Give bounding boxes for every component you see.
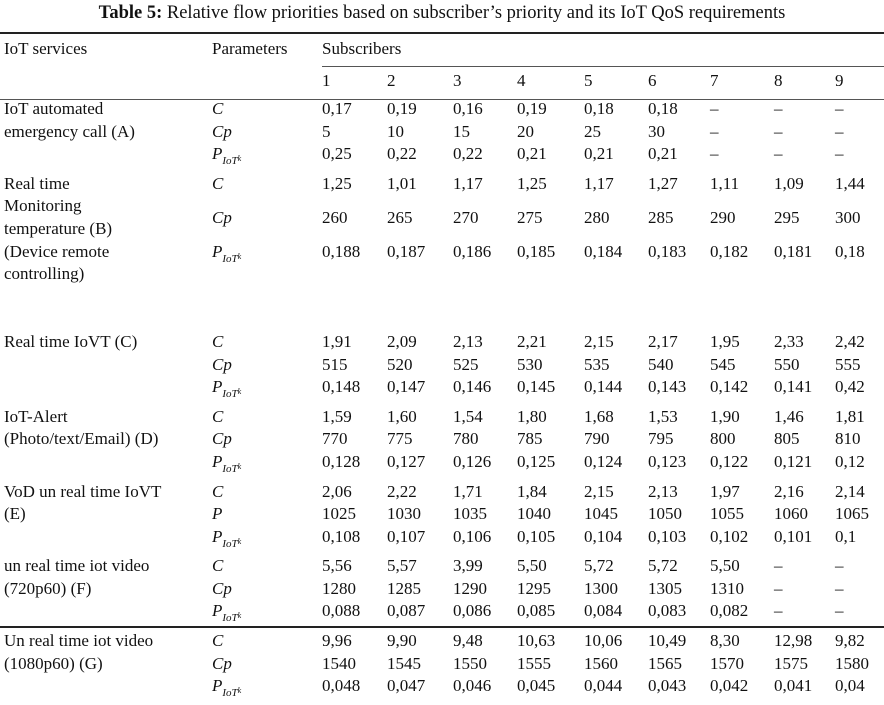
service-name-line: emergency call (A) — [4, 121, 135, 141]
subscriber-number: 5 — [584, 71, 593, 90]
subscriber-number: 8 — [774, 71, 783, 90]
header-subscribers: Subscribers — [322, 39, 402, 58]
value-cell: 0,19 — [387, 99, 417, 118]
subscriber-number: 6 — [648, 71, 657, 90]
value-cell: 0,045 — [517, 676, 556, 696]
value-cell: 0,085 — [517, 601, 556, 621]
service-name-line: (1080p60) (G) — [4, 653, 103, 673]
value-cell: 0,043 — [648, 676, 687, 696]
service-name-line: Real time IoVT (C) — [4, 331, 138, 351]
value-cell: 1310 — [710, 578, 744, 598]
value-cell: 0,187 — [387, 242, 426, 262]
service-name-line: (Device remote — [4, 241, 110, 261]
table-caption — [0, 0, 884, 26]
value-cell: 290 — [710, 207, 736, 227]
value-cell: 2,42 — [835, 331, 865, 351]
value-cell: 805 — [774, 429, 800, 449]
table-row — [0, 481, 884, 504]
value-cell: 1030 — [387, 504, 421, 524]
value-cell: 1575 — [774, 653, 808, 673]
service-name-line: Un real time iot video — [4, 631, 154, 651]
value-cell: 0,123 — [648, 451, 687, 471]
value-cell: 1,44 — [835, 173, 865, 193]
value-cell: 5,72 — [584, 556, 614, 576]
subscriber-number: 1 — [322, 71, 331, 90]
value-cell: 0,087 — [387, 601, 426, 621]
value-cell: 1,09 — [774, 173, 804, 193]
value-cell: 0,186 — [453, 242, 492, 262]
value-cell: 0,148 — [322, 377, 361, 397]
value-cell: 1,25 — [517, 173, 547, 193]
value-cell: – — [774, 99, 783, 118]
value-cell: – — [774, 556, 783, 576]
value-cell: 0,143 — [648, 377, 687, 397]
value-cell: 0,086 — [453, 601, 492, 621]
value-cell: 1,91 — [322, 331, 352, 351]
value-cell: 0,082 — [710, 601, 749, 621]
parameter-label: P — [212, 504, 223, 524]
service-name-line: controlling) — [4, 264, 85, 284]
value-cell: 5 — [322, 121, 331, 141]
value-cell: 0,124 — [584, 451, 623, 471]
value-cell: 0,102 — [710, 526, 749, 546]
value-cell: 1040 — [517, 504, 551, 524]
value-cell: 2,17 — [648, 331, 678, 351]
value-cell: 0,127 — [387, 451, 426, 471]
value-cell: 20 — [517, 121, 534, 141]
parameter-label: Cp — [212, 429, 232, 449]
value-cell: 0,42 — [835, 377, 865, 397]
value-cell: 280 — [584, 207, 610, 227]
value-cell: 0,145 — [517, 377, 556, 397]
value-cell: 1,81 — [835, 406, 865, 426]
value-cell: 0,182 — [710, 242, 749, 262]
value-cell: 525 — [453, 354, 479, 374]
value-cell: 1,17 — [453, 173, 483, 193]
caption-text: Relative flow priorities based on subscriber’s priority and its IoT QoS requirements — [166, 3, 786, 23]
value-cell: 1,68 — [584, 406, 614, 426]
value-cell: 1050 — [648, 504, 682, 524]
service-name-line: VoD un real time IoVT — [4, 481, 162, 501]
value-cell: 2,15 — [584, 331, 614, 351]
header-row — [0, 34, 884, 64]
parameter-label: C — [212, 173, 224, 193]
value-cell: – — [835, 601, 844, 621]
value-cell: 0,21 — [584, 144, 614, 164]
value-cell: 0,084 — [584, 601, 623, 621]
param-subsubscript: k — [237, 611, 242, 621]
value-cell: 2,06 — [322, 481, 352, 501]
value-cell: 285 — [648, 207, 674, 227]
header-parameters: Parameters — [212, 39, 288, 58]
value-cell: 2,33 — [774, 331, 804, 351]
parameter-label: C — [212, 331, 224, 351]
value-cell: 25 — [584, 121, 601, 141]
value-cell: 0,25 — [322, 144, 352, 164]
param-subscript: IoT — [222, 612, 238, 625]
value-cell: 0,22 — [387, 144, 417, 164]
value-cell: 5,57 — [387, 556, 417, 576]
value-cell: 1,59 — [322, 406, 352, 426]
value-cell: 0,103 — [648, 526, 687, 546]
value-cell: 0,188 — [322, 242, 361, 262]
caption-label: Table 5: — [98, 3, 163, 23]
value-cell: 0,184 — [584, 242, 623, 262]
value-cell: 0,047 — [387, 676, 426, 696]
parameter-label — [212, 241, 322, 286]
param-subscript: IoT — [222, 687, 238, 700]
value-cell: 1285 — [387, 578, 421, 598]
value-cell: 9,48 — [453, 631, 483, 651]
value-cell: 0,12 — [835, 451, 865, 471]
param-subscript: IoT — [222, 155, 238, 168]
value-cell: 0,21 — [648, 144, 678, 164]
value-cell: 2,22 — [387, 481, 417, 501]
value-cell: 1,11 — [710, 173, 740, 193]
value-cell: – — [774, 601, 783, 621]
value-cell: 1065 — [835, 504, 869, 524]
value-cell: 0,185 — [517, 242, 556, 262]
value-cell: 0,18 — [835, 242, 865, 262]
value-cell: 530 — [517, 354, 543, 374]
spacer-row — [0, 286, 884, 309]
value-cell: 545 — [710, 354, 736, 374]
subscriber-number-row — [0, 64, 884, 98]
value-cell: 0,19 — [517, 99, 547, 118]
table-row — [0, 630, 884, 653]
value-cell: 0,16 — [453, 99, 483, 118]
value-cell: 1,46 — [774, 406, 804, 426]
service-name — [0, 98, 212, 173]
parameter-label — [212, 451, 322, 481]
subscriber-number: 3 — [453, 71, 462, 90]
value-cell: 10,49 — [648, 631, 687, 651]
value-cell: 2,13 — [648, 481, 678, 501]
param-symbol: P — [212, 676, 223, 696]
value-cell: 1,71 — [453, 481, 483, 501]
value-cell: 0,107 — [387, 526, 426, 546]
param-subsubscript: k — [237, 387, 242, 397]
service-name-line: IoT automated — [4, 99, 104, 118]
table-row — [0, 331, 884, 354]
param-subsubscript: k — [237, 154, 242, 164]
value-cell: 275 — [517, 207, 543, 227]
value-cell: 0,088 — [322, 601, 361, 621]
param-subscript: IoT — [222, 537, 238, 550]
value-cell: 30 — [648, 121, 665, 141]
value-cell: 1550 — [453, 653, 487, 673]
value-cell: 1570 — [710, 653, 744, 673]
value-cell: 0,147 — [387, 377, 426, 397]
value-cell: – — [774, 144, 783, 164]
value-cell: 1565 — [648, 653, 682, 673]
value-cell: 520 — [387, 354, 413, 374]
value-cell: 0,141 — [774, 377, 813, 397]
value-cell: – — [835, 121, 844, 141]
value-cell: 0,041 — [774, 676, 813, 696]
param-symbol: P — [212, 451, 223, 471]
value-cell: – — [774, 121, 783, 141]
value-cell: 795 — [648, 429, 674, 449]
value-cell: 0,101 — [774, 526, 813, 546]
value-cell: 515 — [322, 354, 348, 374]
value-cell: 8,30 — [710, 631, 740, 651]
service-name-line: un real time iot video — [4, 556, 150, 576]
service-name-line: temperature (B) — [4, 218, 113, 238]
value-cell: 785 — [517, 429, 543, 449]
service-name-line: Real time — [4, 173, 70, 193]
parameter-label — [212, 376, 322, 406]
service-name-line: IoT-Alert — [4, 406, 68, 426]
value-cell: – — [710, 144, 719, 164]
value-cell: 1,60 — [387, 406, 417, 426]
value-cell: 2,15 — [584, 481, 614, 501]
parameter-label — [212, 143, 322, 173]
parameter-label — [212, 600, 322, 630]
value-cell: 1060 — [774, 504, 808, 524]
value-cell: 1,80 — [517, 406, 547, 426]
value-cell: 0,126 — [453, 451, 492, 471]
subscriber-number: 2 — [387, 71, 396, 90]
value-cell: 2,13 — [453, 331, 483, 351]
value-cell: 1280 — [322, 578, 356, 598]
value-cell: 295 — [774, 207, 800, 227]
param-subsubscript: k — [237, 252, 242, 262]
value-cell: 0,146 — [453, 377, 492, 397]
value-cell: – — [835, 99, 844, 118]
value-cell: 12,98 — [774, 631, 813, 651]
value-cell: 9,96 — [322, 631, 352, 651]
value-cell: 1290 — [453, 578, 487, 598]
parameter-label: C — [212, 99, 224, 118]
value-cell: 770 — [322, 429, 348, 449]
param-symbol: P — [212, 601, 223, 621]
parameter-label: Cp — [212, 653, 232, 673]
value-cell: 5,56 — [322, 556, 352, 576]
value-cell: 10,06 — [584, 631, 623, 651]
value-cell: 1055 — [710, 504, 744, 524]
param-symbol: P — [212, 526, 223, 546]
value-cell: 535 — [584, 354, 610, 374]
value-cell: – — [835, 578, 844, 598]
parameter-label: Cp — [212, 207, 232, 227]
table-row — [0, 98, 884, 121]
spacer-row — [0, 308, 884, 331]
service-name-line: (720p60) (F) — [4, 578, 92, 598]
service-name-line: (Photo/text/Email) (D) — [4, 429, 159, 449]
value-cell: 550 — [774, 354, 800, 374]
value-cell: 1,84 — [517, 481, 547, 501]
value-cell: 15 — [453, 121, 470, 141]
value-cell: 0,104 — [584, 526, 623, 546]
value-cell: 810 — [835, 429, 861, 449]
service-name — [0, 173, 212, 286]
value-cell: 1545 — [387, 653, 421, 673]
value-cell: 0,18 — [648, 99, 678, 118]
value-cell: 0,122 — [710, 451, 749, 471]
service-name — [0, 481, 212, 556]
value-cell: – — [835, 556, 844, 576]
value-cell: 1,53 — [648, 406, 678, 426]
value-cell: 1045 — [584, 504, 618, 524]
parameter-label: Cp — [212, 121, 232, 141]
value-cell: 0,04 — [835, 676, 865, 696]
value-cell: 0,18 — [584, 99, 614, 118]
value-cell: 790 — [584, 429, 610, 449]
value-cell: 0,046 — [453, 676, 492, 696]
table-row — [0, 406, 884, 429]
value-cell: 1300 — [584, 578, 618, 598]
value-cell: 1295 — [517, 578, 551, 598]
parameter-label: C — [212, 556, 224, 576]
parameter-label: C — [212, 481, 224, 501]
subscriber-number: 9 — [835, 71, 844, 90]
value-cell: 1305 — [648, 578, 682, 598]
value-cell: 1,01 — [387, 173, 417, 193]
value-cell: 0,106 — [453, 526, 492, 546]
value-cell: 780 — [453, 429, 479, 449]
parameter-label: Cp — [212, 354, 232, 374]
parameter-label — [212, 526, 322, 556]
value-cell: 9,82 — [835, 631, 865, 651]
value-cell: – — [774, 578, 783, 598]
parameter-label: Cp — [212, 578, 232, 598]
value-cell: 3,99 — [453, 556, 483, 576]
value-cell: 0,105 — [517, 526, 556, 546]
parameter-label: C — [212, 406, 224, 426]
service-name-line: (E) — [4, 504, 26, 524]
value-cell: 1555 — [517, 653, 551, 673]
value-cell: 2,16 — [774, 481, 804, 501]
value-cell: 1035 — [453, 504, 487, 524]
param-subsubscript: k — [237, 461, 242, 471]
value-cell: 1540 — [322, 653, 356, 673]
value-cell: 0,183 — [648, 242, 687, 262]
value-cell: 10 — [387, 121, 404, 141]
value-cell: 1,17 — [584, 173, 614, 193]
value-cell: 1,27 — [648, 173, 678, 193]
value-cell: 1,95 — [710, 331, 740, 351]
value-cell: 555 — [835, 354, 861, 374]
value-cell: 0,048 — [322, 676, 361, 696]
service-name — [0, 555, 212, 630]
value-cell: 1580 — [835, 653, 869, 673]
value-cell: 0,125 — [517, 451, 556, 471]
value-cell: 540 — [648, 354, 674, 374]
value-cell: 0,142 — [710, 377, 749, 397]
value-cell: 0,22 — [453, 144, 483, 164]
service-name — [0, 331, 212, 406]
table-row — [0, 173, 884, 207]
value-cell: 270 — [453, 207, 479, 227]
flow-priority-table — [0, 34, 884, 705]
value-cell: 0,108 — [322, 526, 361, 546]
value-cell: 0,121 — [774, 451, 813, 471]
value-cell: 260 — [322, 207, 348, 227]
value-cell: 0,044 — [584, 676, 623, 696]
value-cell: 1,54 — [453, 406, 483, 426]
value-cell: 0,17 — [322, 99, 352, 118]
param-subscript: IoT — [222, 388, 238, 401]
service-name-line: Monitoring — [4, 196, 82, 216]
value-cell: 800 — [710, 429, 736, 449]
value-cell: 2,21 — [517, 331, 547, 351]
value-cell: – — [710, 121, 719, 141]
value-cell: 0,21 — [517, 144, 547, 164]
table-row — [0, 555, 884, 578]
value-cell: 1,97 — [710, 481, 740, 501]
value-cell: – — [710, 99, 719, 118]
value-cell: 9,90 — [387, 631, 417, 651]
value-cell: 0,042 — [710, 676, 749, 696]
value-cell: 1,25 — [322, 173, 352, 193]
value-cell: 5,50 — [517, 556, 547, 576]
param-subsubscript: k — [237, 686, 242, 696]
param-subscript: IoT — [222, 253, 238, 266]
table-body — [0, 34, 884, 705]
value-cell: 5,72 — [648, 556, 678, 576]
subscriber-number: 4 — [517, 71, 526, 90]
value-cell: 2,14 — [835, 481, 865, 501]
value-cell: 1025 — [322, 504, 356, 524]
param-symbol: P — [212, 242, 223, 262]
param-subsubscript: k — [237, 536, 242, 546]
value-cell: 2,09 — [387, 331, 417, 351]
value-cell: 0,181 — [774, 242, 813, 262]
param-subscript: IoT — [222, 462, 238, 475]
parameter-label: C — [212, 631, 224, 651]
value-cell: 1,90 — [710, 406, 740, 426]
value-cell: 10,63 — [517, 631, 556, 651]
value-cell: 0,144 — [584, 377, 623, 397]
value-cell: 5,50 — [710, 556, 740, 576]
subscriber-number: 7 — [710, 71, 719, 90]
service-name — [0, 406, 212, 481]
value-cell: 1560 — [584, 653, 618, 673]
param-symbol: P — [212, 144, 223, 164]
parameter-label — [212, 675, 322, 705]
value-cell: 300 — [835, 207, 861, 227]
service-name — [0, 630, 212, 705]
header-iot-services: IoT services — [4, 39, 88, 58]
value-cell: 0,1 — [835, 526, 857, 546]
value-cell: 0,128 — [322, 451, 361, 471]
value-cell: – — [835, 144, 844, 164]
value-cell: 265 — [387, 207, 413, 227]
value-cell: 0,083 — [648, 601, 687, 621]
value-cell: 775 — [387, 429, 413, 449]
param-symbol: P — [212, 377, 223, 397]
